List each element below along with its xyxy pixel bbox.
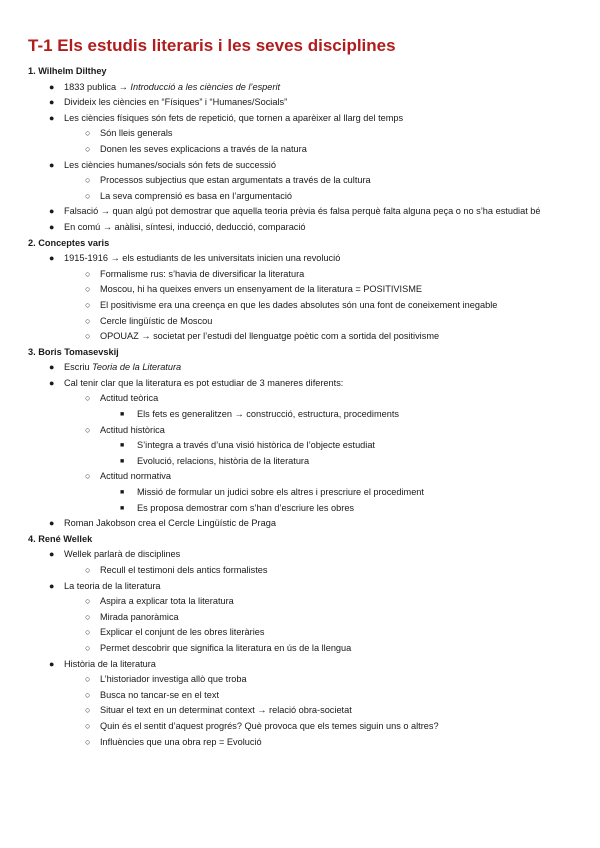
list-item bbox=[0, 641, 600, 657]
list-item bbox=[0, 314, 600, 330]
bullet-square-icon: ■ bbox=[120, 457, 125, 465]
list-item-label: Quin és el sentit d’aquest progrés? Què provoca que els temes siguin uns o altres? bbox=[100, 720, 439, 731]
bullet-circle-icon: ○ bbox=[85, 720, 91, 731]
bullet-circle-icon: ○ bbox=[85, 393, 91, 404]
list-item-text bbox=[0, 485, 600, 501]
section-heading: 3. Boris Tomasevskij bbox=[28, 346, 119, 357]
bullet-circle-icon: ○ bbox=[85, 175, 91, 186]
list-item bbox=[0, 719, 600, 735]
list-item-label: Recull el testimoni dels antics formalistes bbox=[100, 565, 268, 575]
list-item bbox=[0, 438, 600, 454]
bullet-square-icon: ■ bbox=[120, 442, 125, 450]
list-item-label: Actitud teòrica bbox=[100, 393, 159, 404]
list-item-label: Falsació → quan algú pot demostrar que aquella teoria prèvia és falsa perquè falta alguna peça o no s’ha estudiat bé bbox=[64, 206, 541, 217]
list-item-text bbox=[0, 516, 600, 532]
list-item-text bbox=[0, 158, 600, 174]
bullet-circle-icon: ○ bbox=[85, 143, 91, 154]
list-item-text bbox=[0, 501, 600, 517]
bullet-dot-icon: ● bbox=[49, 206, 55, 217]
list-item-text bbox=[0, 454, 600, 470]
list-item-label: Influències que una obra rep = Evolució bbox=[100, 736, 262, 747]
list-item-label: Els fets es generalitzen → construcció, estructura, procediments bbox=[137, 409, 399, 420]
bullet-dot-icon: ● bbox=[49, 362, 55, 373]
list-item-label: Missió de formular un judici sobre els altres i prescriure el procediment bbox=[137, 487, 424, 498]
list-item bbox=[0, 594, 600, 610]
list-item-label: Busca no tancar-se en el text bbox=[100, 689, 219, 700]
list-item-label: Aspira a explicar tota la literatura bbox=[100, 596, 234, 607]
list-item-label: Formalisme rus: s’havia de diversificar la literatura bbox=[100, 268, 305, 279]
list-item-label: 1915-1916 → els estudiants de les universitats inicien una revolució bbox=[64, 253, 341, 264]
section-heading: 1. Wilhelm Dilthey bbox=[28, 66, 107, 76]
bullet-circle-icon: ○ bbox=[85, 596, 91, 607]
list-item-label: Història de la literatura bbox=[64, 658, 156, 669]
list-item-label: Cal tenir clar que la literatura es pot estudiar de 3 maneres diferents: bbox=[64, 377, 344, 388]
list-item-text bbox=[0, 111, 600, 127]
list-item-label: Les ciències humanes/socials són fets de successió bbox=[64, 159, 276, 170]
list-item-label: Divideix les ciències en “Físiques” i “Humanes/Socials” bbox=[64, 97, 288, 108]
bullet-dot-icon: ● bbox=[49, 549, 55, 560]
list-item-label: Wellek parlarà de disciplines bbox=[64, 549, 181, 560]
list-item bbox=[0, 703, 600, 719]
list-item bbox=[0, 391, 600, 407]
bullet-circle-icon: ○ bbox=[85, 471, 91, 482]
bullet-circle-icon: ○ bbox=[85, 424, 91, 435]
bullet-dot-icon: ● bbox=[49, 221, 55, 232]
bullet-circle-icon: ○ bbox=[85, 736, 91, 747]
bullet-circle-icon: ○ bbox=[85, 190, 91, 201]
work-title: Introducció a les ciències de l’esperit bbox=[130, 81, 281, 92]
list-item-label: En comú → anàlisi, síntesi, inducció, deducció, comparació bbox=[64, 221, 306, 232]
list-item-label: Actitud normativa bbox=[100, 471, 171, 482]
list-item bbox=[0, 407, 600, 423]
list-item bbox=[0, 111, 600, 127]
list-item bbox=[0, 735, 600, 751]
list-item-label: Escriu bbox=[64, 362, 93, 373]
list-item-label: Actitud històrica bbox=[100, 424, 165, 435]
bullet-dot-icon: ● bbox=[49, 377, 55, 388]
list-item bbox=[0, 625, 600, 641]
list-item-text bbox=[0, 438, 600, 454]
list-item bbox=[0, 516, 600, 532]
list-item-label: Mirada panoràmica bbox=[100, 611, 179, 622]
work-title: Teoria de la Literatura bbox=[92, 362, 182, 373]
list-item bbox=[0, 298, 600, 314]
section-heading: 2. Conceptes varis bbox=[28, 237, 110, 248]
list-item bbox=[0, 672, 600, 688]
bullet-circle-icon: ○ bbox=[85, 642, 91, 653]
bullet-circle-icon: ○ bbox=[85, 299, 91, 310]
bullet-dot-icon: ● bbox=[49, 97, 55, 108]
list-item bbox=[0, 95, 600, 111]
list-item-label: Permet descobrir que significa la literatura en ús de la llengua bbox=[100, 642, 352, 653]
bullet-dot-icon: ● bbox=[49, 81, 55, 92]
list-item-label: Són lleis generals bbox=[100, 128, 173, 139]
list-item bbox=[0, 126, 600, 142]
list-item-text bbox=[0, 657, 600, 673]
list-item bbox=[0, 657, 600, 673]
bullet-dot-icon: ● bbox=[49, 159, 55, 170]
list-item-label: 1833 publica → bbox=[64, 81, 131, 92]
list-item-text bbox=[0, 251, 600, 267]
list-item-text bbox=[0, 220, 600, 236]
list-item-text bbox=[0, 376, 600, 392]
bullet-circle-icon: ○ bbox=[85, 705, 91, 716]
list-item-label: Es proposa demostrar com s’han d’escriure les obres bbox=[137, 502, 355, 513]
bullet-square-icon: ■ bbox=[120, 504, 125, 512]
bullet-circle-icon: ○ bbox=[85, 674, 91, 685]
list-item-text bbox=[0, 95, 600, 111]
list-item bbox=[0, 220, 600, 236]
document-body bbox=[0, 64, 600, 750]
bullet-dot-icon: ● bbox=[49, 112, 55, 123]
bullet-dot-icon: ● bbox=[49, 658, 55, 669]
bullet-circle-icon: ○ bbox=[85, 128, 91, 139]
bullet-circle-icon: ○ bbox=[85, 689, 91, 700]
bullet-square-icon: ■ bbox=[120, 489, 125, 497]
list-item-label: Evolució, relacions, història de la literatura bbox=[137, 455, 310, 466]
list-item bbox=[0, 547, 600, 563]
list-item bbox=[0, 423, 600, 439]
bullet-circle-icon: ○ bbox=[85, 315, 91, 326]
list-item-text bbox=[0, 407, 600, 423]
list-item bbox=[0, 579, 600, 595]
list-item bbox=[0, 485, 600, 501]
list-item-label: Moscou, hi ha queixes envers un ensenyament de la literatura = POSITIVISME bbox=[100, 284, 422, 295]
list-item-label: La teoria de la literatura bbox=[64, 580, 161, 591]
list-item-label: Situar el text en un determinat context → relació obra-societat bbox=[100, 705, 352, 716]
list-item-text bbox=[0, 80, 600, 96]
section-heading: 4. René Wellek bbox=[28, 533, 93, 544]
list-item bbox=[0, 610, 600, 626]
bullet-dot-icon: ● bbox=[49, 518, 55, 529]
list-item-label: Processos subjectius que estan argumentats a través de la cultura bbox=[100, 175, 371, 186]
bullet-circle-icon: ○ bbox=[85, 565, 91, 575]
bullet-circle-icon: ○ bbox=[85, 284, 91, 295]
list-item-label: La seva comprensió es basa en l’argumentació bbox=[100, 190, 293, 201]
list-item bbox=[0, 173, 600, 189]
list-item bbox=[0, 329, 600, 345]
list-item bbox=[0, 80, 600, 96]
bullet-circle-icon: ○ bbox=[85, 611, 91, 622]
list-item-label: Cercle lingüístic de Moscou bbox=[100, 315, 213, 326]
bullet-dot-icon: ● bbox=[49, 253, 55, 264]
document-title: T-1 Els estudis literaris i les seves disciplines bbox=[28, 36, 396, 55]
list-item-label: Les ciències físiques són fets de repetició, que tornen a aparèixer al llarg del temps bbox=[64, 112, 404, 123]
list-item-text bbox=[0, 204, 600, 220]
list-item-label: Roman Jakobson crea el Cercle Lingüístic de Praga bbox=[64, 518, 276, 529]
bullet-dot-icon: ● bbox=[49, 580, 55, 591]
bullet-circle-icon: ○ bbox=[85, 331, 91, 342]
list-item-label: S’integra a través d’una visió històrica de l’objecte estudiat bbox=[137, 440, 375, 451]
list-item bbox=[0, 501, 600, 517]
bullet-circle-icon: ○ bbox=[85, 627, 91, 638]
list-item-text bbox=[0, 547, 600, 563]
list-item bbox=[0, 360, 600, 376]
list-item-label: Explicar el conjunt de les obres literàries bbox=[100, 627, 265, 638]
list-item bbox=[0, 251, 600, 267]
list-item-label: OPOUAZ → societat per l’estudi del llenguatge poètic com a sortida del positivisme bbox=[100, 331, 440, 342]
list-item-label: L’historiador investiga allò que troba bbox=[100, 674, 247, 685]
list-item bbox=[0, 267, 600, 283]
list-item bbox=[0, 282, 600, 298]
list-item-label: El positivisme era una creença en que les dades absolutes són una font de coneixement inegable bbox=[100, 299, 498, 310]
list-item bbox=[0, 158, 600, 174]
list-item bbox=[0, 454, 600, 470]
bullet-circle-icon: ○ bbox=[85, 268, 91, 279]
list-item bbox=[0, 688, 600, 704]
list-item bbox=[0, 469, 600, 485]
list-item bbox=[0, 189, 600, 205]
list-item bbox=[0, 204, 600, 220]
list-item bbox=[0, 563, 600, 579]
list-item-text bbox=[0, 360, 600, 376]
list-item-text bbox=[0, 579, 600, 595]
bullet-square-icon: ■ bbox=[120, 411, 125, 419]
list-item bbox=[0, 376, 600, 392]
list-item bbox=[0, 142, 600, 158]
list-item-label: Donen les seves explicacions a través de la natura bbox=[100, 143, 307, 154]
